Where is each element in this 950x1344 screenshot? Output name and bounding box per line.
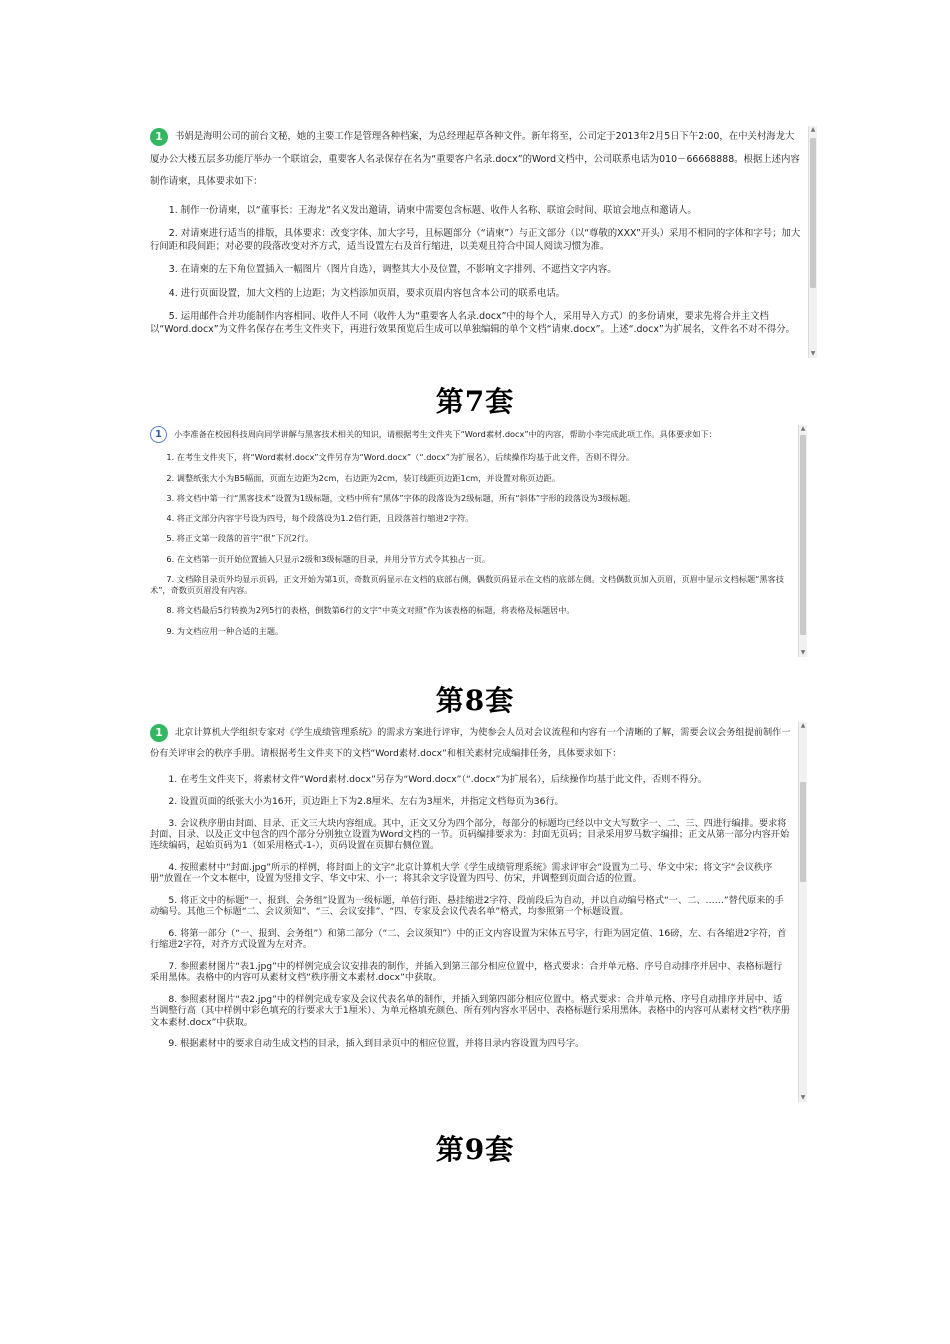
requirement-item: 3. 将文档中第一行“黑客技术”设置为1级标题，文档中所有“黑体”字体的段落设为2级标题，所有“斜体”字形的段落设为3级标题。: [166, 492, 636, 503]
requirement-item: 1. 在考生文件夹下，将素材文件“Word素材.docx”另存为“Word.docx”（“.docx”为扩展名），后续操作均基于此文件，否则不得分。: [168, 774, 708, 786]
set-heading-7: 第7套: [435, 385, 515, 418]
question-number-badge: 1: [150, 724, 168, 742]
question-panel-1[interactable]: [150, 126, 817, 358]
requirement-item: 3. 在请柬的左下角位置插入一幅图片（图片自选），调整其大小及位置，不影响文字排列、不遮挡文字内容。: [168, 264, 617, 275]
question-number-badge: 1: [150, 426, 167, 443]
vertical-scrollbar[interactable]: [798, 722, 807, 1102]
vertical-scrollbar[interactable]: [808, 126, 817, 358]
requirement-item: 8. 参照素材图片“表2.jpg”中的样例完成专家及会议代表名单的制作，并插入到第四部分相应位置中。格式要求：合并单元格、序号自动排序并居中、适当调整行高（其中样例中彩色填充的行要求大于1厘米）、为单元格填充颜色、所有列内容水平居中、表格标题行采用黑体。表格中的内容可从素材文档“秩序册文本素材.docx”中获取。: [150, 993, 790, 1028]
scroll-up-arrow-icon[interactable]: ▲: [810, 126, 816, 133]
requirement-item: 9. 为文档应用一种合适的主题。: [166, 625, 284, 636]
scroll-down-arrow-icon[interactable]: ▼: [800, 649, 806, 656]
requirement-item: 7. 参照素材图片“表1.jpg”中的样例完成会议安排表的制作，并插入到第三部分相应位置中，格式要求：合并单元格、序号自动排序并居中、表格标题行采用黑体。表格中的内容可从素材文档“秩序册文本素材.docx”中获取。: [150, 961, 783, 984]
requirement-item: 2. 对请柬进行适当的排版，具体要求：改变字体、加大字号，且标题部分（“请柬”）与正文部分（以“尊敬的XXX”开头）采用不相同的字体和字号；加大行间距和段间距；对必要的段落改变对齐方式，适当设置左右及首行缩进，以美观且符合中国人阅读习惯为准。: [150, 228, 801, 252]
requirement-item: 1. 制作一份请柬，以“董事长：王海龙”名义发出邀请，请柬中需要包含标题、收件人名称、联谊会时间、联谊会地点和邀请人。: [168, 204, 697, 216]
requirement-item: 2. 调整纸张大小为B5幅面，页面左边距为2cm，右边距为2cm，装订线距页边距1cm，并设置对称页边距。: [166, 472, 561, 483]
scroll-up-arrow-icon[interactable]: ▲: [800, 722, 806, 729]
scrollbar-thumb[interactable]: [800, 435, 806, 635]
requirement-item: 4. 按照素材中“封面.jpg”所示的样例，将封面上的文字“北京计算机大学《学生成绩管理系统》需求评审会”设置为二号、华文中宋；将文字“会议秩序册”放置在一个文本框中，设置为竖排文字、华文中宋、小一；将其余文字设置为四号、仿宋，并调整到页面合适的位置。: [150, 862, 773, 885]
question-number-badge: 1: [150, 128, 168, 146]
requirement-item: 7. 文档除目录页外均显示页码，正文开始为第1页，奇数页码显示在文档的底部右侧，偶数页码显示在文档的底部左侧。文档偶数页加入页眉，页眉中显示文档标题“黑客技术”，奇数页页眉没有内容。: [150, 574, 784, 596]
set-heading-8: 第8套: [435, 684, 515, 717]
question-intro: 1 书娟是海明公司的前台文秘，她的主要工作是管理各种档案，为总经理起草各种文件。新年将至，公司定于2013年2月5日下午2:00，在中关村海龙大厦办公大楼五层多功能厅举办一个联谊会，重要客人名录保存在名为“重要客户名录.docx”的Word文档中，公司联系电话为010－66668888。根据上述内容制作请柬，具体要求如下：: [150, 129, 800, 187]
question-intro: 1 小李准备在校园科技周向同学讲解与黑客技术相关的知识，请根据考生文件夹下“Word素材.docx”中的内容，帮助小李完成此项工作。具体要求如下：: [150, 425, 791, 443]
set-heading-9: 第9套: [435, 1133, 515, 1166]
requirement-item: 6. 在文档第一页开始位置插入只显示2级和3级标题的目录，并用分节方式令其独占一页。: [166, 553, 491, 564]
scrollbar-thumb[interactable]: [800, 782, 806, 882]
requirement-item: 5. 将正文中的标题“一、报到、会务组”设置为一级标题，单倍行距、悬挂缩进2字符、段前段后为自动，并以自动编号格式“一、二、……”替代原来的手动编号。其他三个标题“二、会议须知”、“三、会议安排”、“四、专家及会议代表名单”格式，均参照第一个标题设置。: [150, 895, 784, 918]
question-intro: 1 北京计算机大学组织专家对《学生成绩管理系统》的需求方案进行评审，为使参会人员对会议流程和内容有一个清晰的了解，需要会议会务组提前制作一份有关评审会的秩序手册。请根据考生文件夹下的文档“Word素材.docx”和相关素材完成编排任务，具体要求如下：: [150, 725, 791, 759]
requirement-item: 6. 将第一部分（“一、报到、会务组”）和第二部分（“二、会议须知”）中的正文内容设置为宋体五号字，行距为固定值、16磅，左、右各缩进2字符，首行缩进2字符，对齐方式设置为左对齐。: [150, 928, 787, 951]
question-panel-2[interactable]: [150, 425, 807, 657]
requirement-item: 5. 运用邮件合并功能制作内容相同、收件人不同（收件人为“重要客人名录.docx”中的每个人，采用导入方式）的多份请柬，要求先将合并主文档以“Word.docx”为文件名保存在考生文件夹下，再进行效果预览后生成可以单独编辑的单个文档“请柬.docx”。上述“.docx”为扩展名，文件名不对不得分。: [150, 311, 795, 335]
scroll-down-arrow-icon[interactable]: ▼: [810, 350, 816, 357]
requirement-item: 8. 将文档最后5行转换为2列5行的表格，倒数第6行的文字“中英文对照”作为该表格的标题，将表格及标题居中。: [166, 605, 575, 616]
requirement-item: 3. 会议秩序册由封面、目录、正文三大块内容组成。其中，正文又分为四个部分，每部分的标题均已经以中文大写数字一、二、三、四进行编排。要求将封面、目录、以及正文中包含的四个部分分别独立设置为Word文档的一节。页码编排要求为：封面无页码；目录采用罗马数字编排；正文从第一部分内容开始连续编码，起始页码为1（如采用格式-1-），页码设置在页脚右侧位置。: [150, 817, 790, 852]
scroll-up-arrow-icon[interactable]: ▲: [800, 425, 806, 432]
scroll-down-arrow-icon[interactable]: ▼: [800, 1094, 806, 1101]
requirement-item: 4. 进行页面设置，加大文档的上边距；为文档添加页眉，要求页眉内容包含本公司的联系电话。: [168, 287, 566, 299]
requirement-item: 2. 设置页面的纸张大小为16开，页边距上下为2.8厘米、左右为3厘米，并指定文档每页为36行。: [168, 796, 564, 808]
requirement-item: 1. 在考生文件夹下，将“Word素材.docx”文件另存为“Word.docx”（“.docx”为扩展名），后续操作均基于此文件，否则不得分。: [166, 452, 635, 463]
requirement-item: 5. 将正文第一段落的首字“很”下沉2行。: [166, 533, 314, 544]
requirement-item: 9. 根据素材中的要求自动生成文档的目录，插入到目录页中的相应位置，并将目录内容设置为四号字。: [168, 1038, 585, 1050]
question-panel-3[interactable]: [150, 722, 807, 1102]
scrollbar-thumb[interactable]: [810, 138, 816, 288]
vertical-scrollbar[interactable]: [798, 425, 807, 657]
requirement-item: 4. 将正文部分内容字号设为四号，每个段落设为1.2倍行距，且段落首行缩进2字符。: [166, 513, 474, 524]
